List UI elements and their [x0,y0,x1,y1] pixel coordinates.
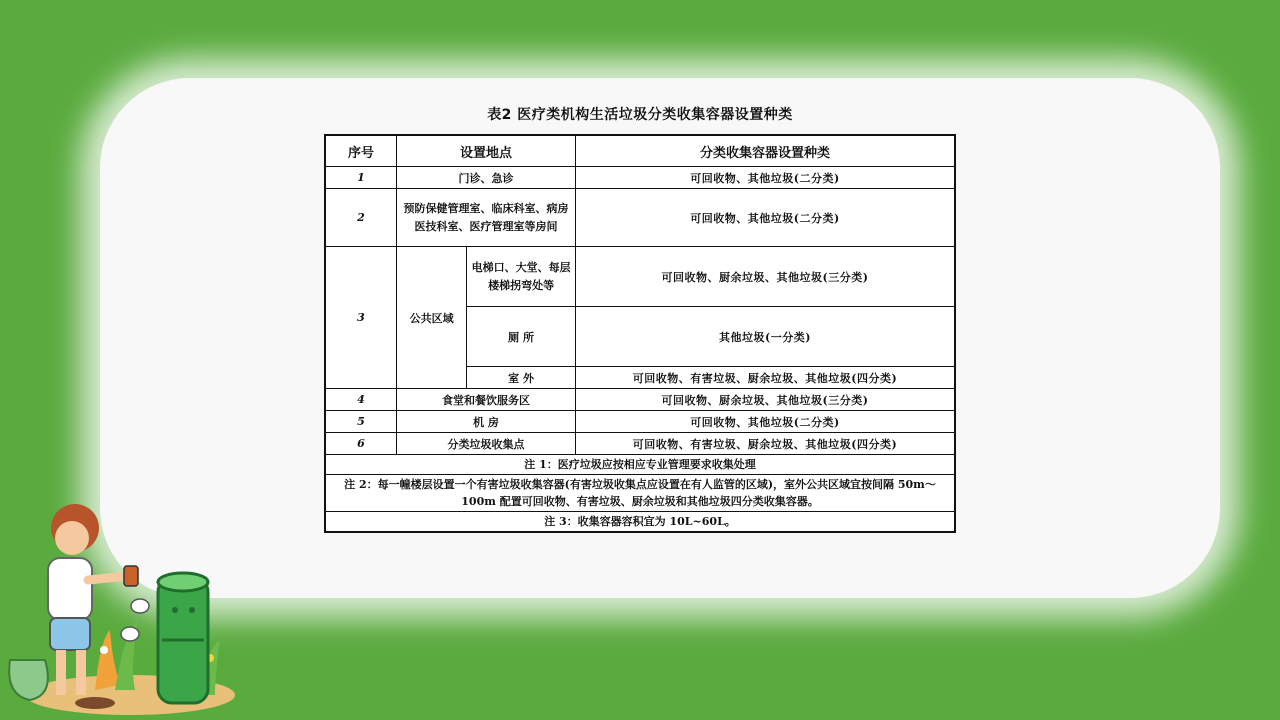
row-containers: 可回收物、有害垃圾、厨余垃圾、其他垃圾(四分类) [576,367,956,389]
table-row [325,389,955,411]
classification-table [324,134,956,533]
row-no: 4 [325,389,397,411]
row-containers: 可回收物、其他垃圾(二分类) [576,167,956,189]
header-containers: 分类收集容器设置种类 [576,135,956,167]
child-shirt [48,558,92,620]
sub-location: 电梯口、大堂、每层楼梯拐弯处等 [467,247,576,307]
row-location: 分类垃圾收集点 [397,433,576,455]
row-location: 预防保健管理室、临床科室、病房医技科室、医疗管理室等房间 [397,189,576,247]
row-no: 1 [325,167,397,189]
table-row [325,167,955,189]
grass-clump [95,630,120,690]
row-location: 机 房 [397,411,576,433]
bottle-icon [124,566,138,586]
sub-location: 室 外 [467,367,576,389]
child-recycling-illustration [0,500,240,720]
row-location: 门诊、急诊 [397,167,576,189]
note-1: 注 1：医疗垃圾应按相应专业管理要求收集处理 [325,455,955,475]
header-no: 序号 [325,135,397,167]
row-containers: 其他垃圾(一分类) [576,307,956,367]
note-row [325,512,955,533]
header-location: 设置地点 [397,135,576,167]
row-location: 公共区域 [397,247,467,389]
sub-location: 厕 所 [467,307,576,367]
note-row [325,455,955,475]
table-header-row [325,135,955,167]
row-containers: 可回收物、其他垃圾(二分类) [576,411,956,433]
row-no: 3 [325,247,397,389]
table-title: 表2 医疗类机构生活垃圾分类收集容器设置种类 [487,107,793,123]
table-row [325,433,955,455]
row-containers: 可回收物、有害垃圾、厨余垃圾、其他垃圾(四分类) [576,433,956,455]
row-no: 5 [325,411,397,433]
row-no: 6 [325,433,397,455]
trash-bag-icon [9,660,48,700]
table-row [325,189,955,247]
table-row [325,411,955,433]
note-2: 注 2：每一幢楼层设置一个有害垃圾收集容器(有害垃圾收集点应设置在有人监管的区域)，室外公共区域宜按间隔 50m～100m 配置可回收物、有害垃圾、厨余垃圾和其他垃圾四分类收集容器。 [325,475,955,512]
row-location: 食堂和餐饮服务区 [397,389,576,411]
row-no: 2 [325,189,397,247]
note-row [325,475,955,512]
row-containers: 可回收物、厨余垃圾、其他垃圾(三分类) [576,389,956,411]
glove-left [131,599,149,613]
table-row [325,247,955,307]
row-containers: 可回收物、厨余垃圾、其他垃圾(三分类) [576,247,956,307]
row-containers: 可回收物、其他垃圾(二分类) [576,189,956,247]
note-3: 注 3：收集容器容积宜为 10L~60L。 [325,512,955,533]
